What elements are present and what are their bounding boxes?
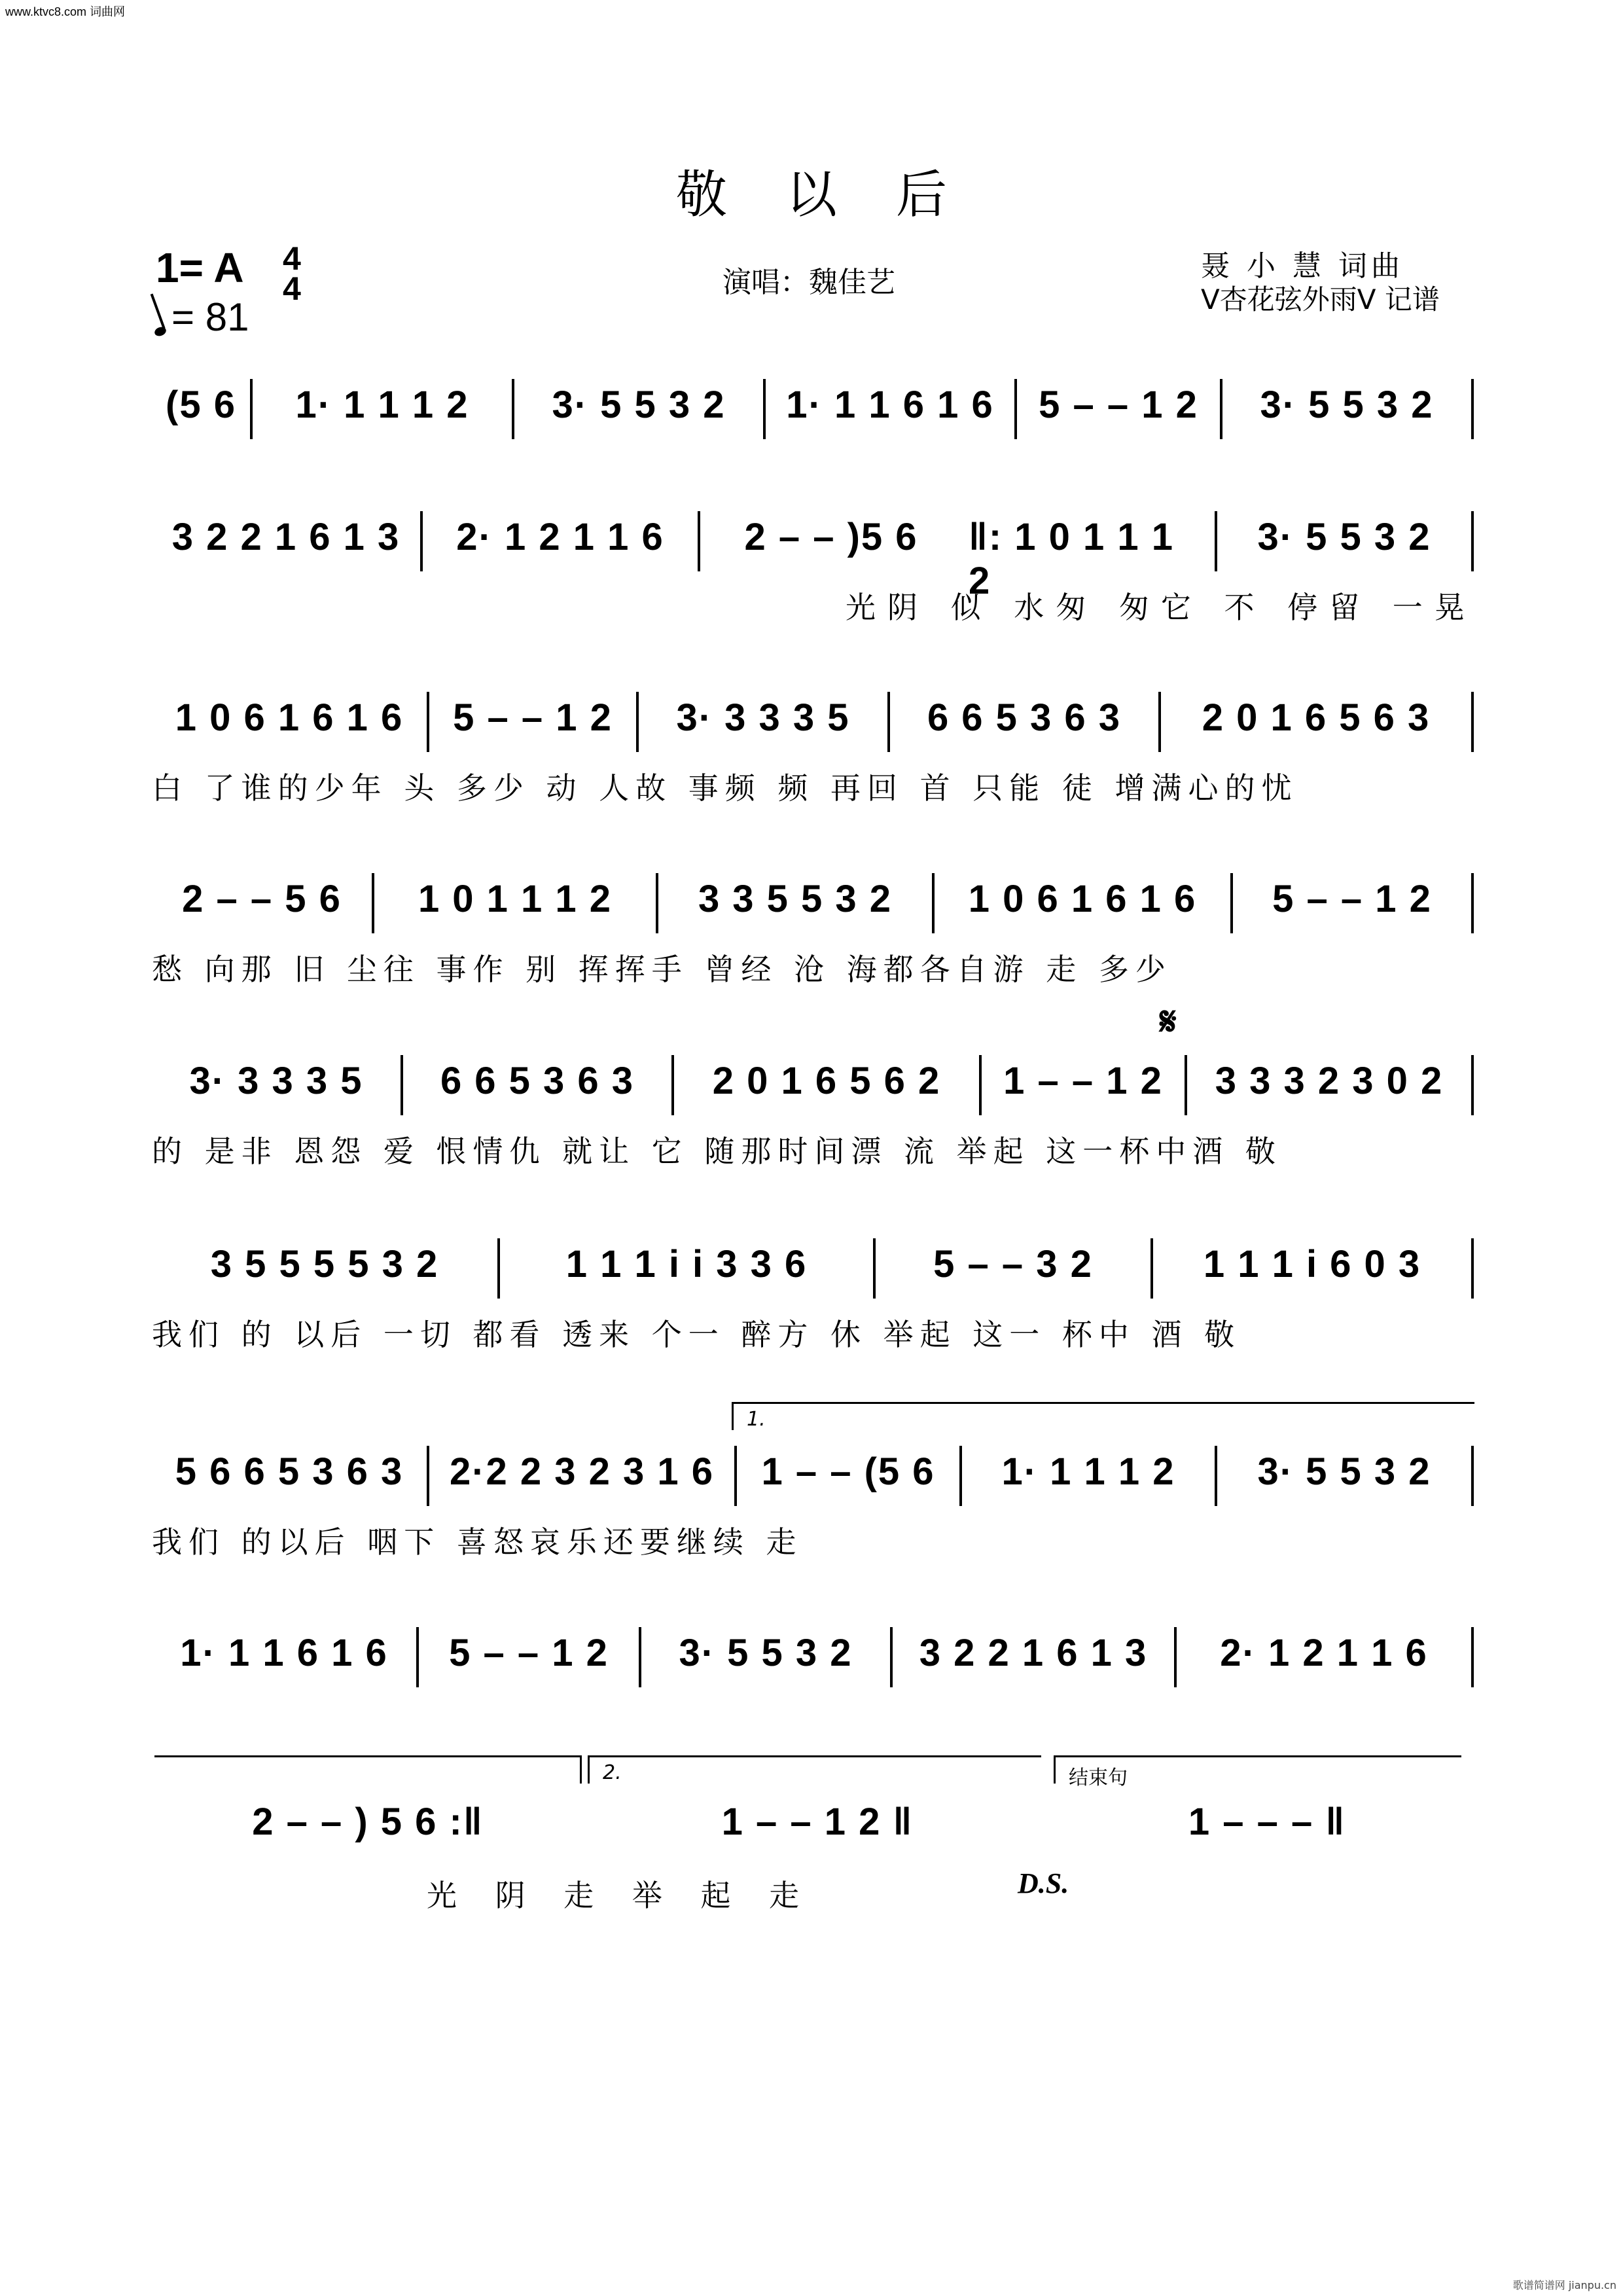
measure: 2 0 1 6 5 6 3 [1202, 696, 1431, 739]
barline [1471, 511, 1474, 571]
measure: 1 0 1 1 1 2 [418, 878, 613, 920]
score-row [152, 1242, 1474, 1352]
measure: 3· 5 5 3 2 [552, 384, 726, 426]
measure: 2 – – ) 5 6 :‖ [252, 1801, 484, 1843]
measure: 3· 5 5 3 2 [1257, 1450, 1431, 1493]
volta-first-label: 1. [747, 1408, 766, 1431]
time-sig-top: 4 [283, 240, 301, 277]
measure: 1 0 6 1 6 1 6 [175, 696, 404, 739]
measure: 3 3 5 5 3 2 [698, 878, 893, 920]
measure: 1 1 1 i 6 0 3 [1203, 1243, 1421, 1285]
score-row [152, 1059, 1474, 1169]
lyrics-line: 光 阴 走 举 起 走 [427, 1878, 814, 1913]
score-row [152, 696, 1474, 806]
site-watermark-top: www.ktvc8.com 词曲网 [5, 5, 126, 18]
score-row [152, 1450, 1474, 1560]
dal-segno-marking: D.S. [1018, 1867, 1069, 1899]
row-measures [152, 1059, 1474, 1118]
volta-first-ending [732, 1402, 1474, 1430]
site-watermark-bottom: 歌谱简谱网 jianpu.cn [1512, 2279, 1616, 2291]
song-title: 敬以后 [675, 166, 1006, 224]
segno-sign: 𝄋 [1160, 999, 1177, 1045]
barline [1471, 1055, 1474, 1115]
row-measures [152, 1450, 1474, 1509]
barline [1471, 692, 1474, 752]
measure: 1 – – 1 2 [1003, 1060, 1163, 1102]
lyrics-line: 白 了谁的少年 头 多少 动 人故 事频 频 再回 首 只能 徒 增满心的忧 [152, 770, 1298, 806]
measure: 1 0 6 1 6 1 6 [968, 878, 1197, 920]
measure: 1 1 1 i i 3 3 6 [565, 1243, 808, 1285]
quarter-note-icon [153, 325, 167, 337]
row-measures [152, 1242, 1474, 1301]
measure: 1· 1 1 1 2 [295, 384, 469, 426]
tempo-marking [154, 295, 249, 340]
measure: 2· 1 2 1 1 6 [456, 516, 664, 558]
row-measures [152, 877, 1474, 936]
time-signature [283, 240, 301, 307]
lyrics-line: 的 是非 恩怨 爱 恨情仇 就让 它 随那时间漂 流 举起 这一杯中酒 敬 [152, 1134, 1282, 1169]
measure: 6 6 5 3 6 3 [440, 1060, 635, 1102]
measure: 3· 5 5 3 2 [1257, 516, 1431, 558]
measure: 2·2 2 3 2 3 1 6 [449, 1450, 715, 1493]
volta-first-ending-end [154, 1755, 582, 1784]
measure: 1 – – 1 2 ‖ [721, 1801, 914, 1843]
lyrics-line: 光阴 似 水匆 匆它 不 停留 一晃 [846, 590, 1476, 625]
ending-phrase-label: 结束句 [1069, 1767, 1128, 1789]
lyricist-credit: 聂 小 慧 词曲 [1201, 249, 1404, 283]
barline [1471, 1627, 1474, 1687]
measure: 5 – – 3 2 [933, 1243, 1093, 1285]
ending-phrase-bracket [1054, 1755, 1461, 1789]
measure: 1· 1 1 6 1 6 [180, 1632, 388, 1674]
measure: 2 – – )5 6 [744, 516, 918, 558]
measure: 1· 1 1 6 1 6 [786, 384, 994, 426]
measure: 3 2 2 1 6 1 3 [919, 1632, 1148, 1674]
volta-second-label: 2. [603, 1761, 622, 1784]
measure: 2 0 1 6 5 6 2 [712, 1060, 941, 1102]
measure: 3 2 2 1 6 1 3 [171, 516, 401, 558]
measure: 3 5 5 5 5 3 2 [210, 1243, 439, 1285]
measure: 3· 3 3 3 5 [676, 696, 850, 739]
measure: 5 – – 1 2 [449, 1632, 609, 1674]
measure: 5 6 6 5 3 6 3 [175, 1450, 404, 1493]
measure: 5 – – 1 2 [1272, 878, 1432, 920]
measure: 6 6 5 3 6 3 [927, 696, 1122, 739]
transcriber-credit: V杏花弦外雨V 记谱 [1201, 283, 1440, 315]
lyrics-line: 我们 的 以后 一切 都看 透来 个一 醉方 休 举起 这一 杯中 酒 敬 [152, 1317, 1241, 1352]
score-row [152, 515, 1476, 625]
measure: (5 6 [166, 384, 236, 426]
measure: 3· 5 5 3 2 [679, 1632, 853, 1674]
measure: 2· 1 2 1 1 6 [1220, 1632, 1428, 1674]
measure: 3 3 3 2 3 0 2 [1215, 1060, 1444, 1102]
measure: 3· 3 3 3 5 [189, 1060, 363, 1102]
score-row [152, 877, 1474, 987]
barline [1471, 1238, 1474, 1299]
measure: 5 – – 1 2 [1039, 384, 1198, 426]
score-row [152, 383, 1474, 455]
time-sig-bottom: 4 [283, 270, 301, 307]
measure: 5 – – 1 2 [453, 696, 613, 739]
barline [1471, 873, 1474, 933]
singer-credit: 演唱：魏佳艺 [722, 266, 895, 299]
row-measures [152, 1800, 1474, 1859]
row-measures [152, 383, 1474, 442]
lyrics-line: 愁 向那 旧 尘往 事作 别 挥挥手 曾经 沧 海都各自游 走 多少 [152, 952, 1172, 987]
row-measures [152, 515, 1474, 602]
measure: 1 – – (5 6 [761, 1450, 935, 1493]
lyrics-line: 我们 的以后 咽下 喜怒哀乐还要继续 走 [152, 1524, 803, 1560]
barline [1471, 379, 1474, 439]
measure: ‖: 1 0 1 1 1 2 [969, 516, 1175, 602]
measure: 1· 1 1 1 2 [1001, 1450, 1175, 1493]
measure: 1 – – – ‖ [1188, 1801, 1346, 1843]
barline [1471, 1446, 1474, 1506]
row-measures [152, 1631, 1474, 1690]
score-row [152, 1631, 1474, 1703]
tempo-value: = 81 [171, 295, 249, 339]
row-measures [152, 696, 1474, 755]
measure: 2 – – 5 6 [182, 878, 342, 920]
measure: 3· 5 5 3 2 [1260, 384, 1434, 426]
volta-second-ending [588, 1755, 1041, 1784]
key-signature: 1= A [156, 244, 244, 291]
